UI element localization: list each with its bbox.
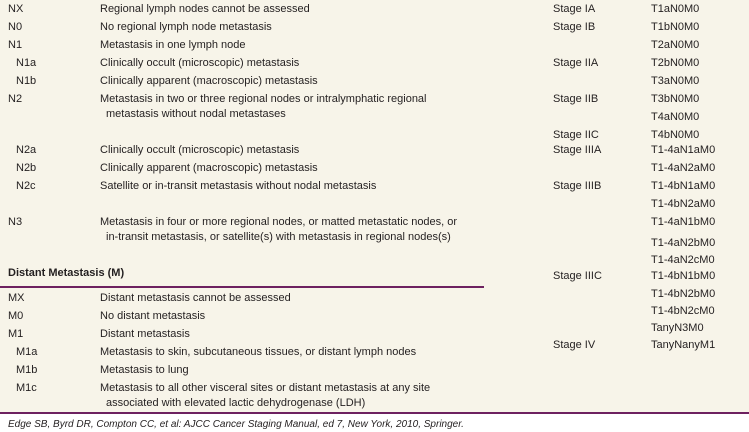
n-description: Metastasis in one lymph node (100, 39, 246, 51)
tnm-code: T2aN0M0 (651, 39, 700, 51)
tnm-code: T1-4bN2aM0 (651, 198, 716, 210)
stage-label: Stage IA (553, 3, 596, 15)
n-description: Metastasis in two or three regional nodes or intralymphatic regional (100, 93, 427, 105)
tnm-code: T3bN0M0 (651, 93, 700, 105)
tnm-code: T1-4aN2aM0 (651, 162, 716, 174)
m-code: M1c (16, 382, 37, 394)
n-description: Regional lymph nodes cannot be assessed (100, 3, 310, 15)
tnm-code: T1-4aN2cM0 (651, 254, 715, 266)
n-description: Clinically apparent (macroscopic) metastasis (100, 162, 318, 174)
m-code: M1b (16, 364, 38, 376)
section-divider (0, 286, 484, 288)
n-code: N2 (8, 93, 23, 105)
stage-label: Stage IIIC (553, 270, 602, 282)
tnm-code: T1-4bN1aM0 (651, 180, 716, 192)
tnm-code: T1-4aN2bM0 (651, 237, 716, 249)
n-description: Metastasis in four or more regional nodes, or matted metastatic nodes, or (100, 216, 458, 228)
n-description: Clinically occult (microscopic) metastasis (100, 144, 300, 156)
tnm-code: TanyNanyM1 (651, 339, 716, 351)
distant-metastasis-heading: Distant Metastasis (M) (8, 267, 125, 279)
tnm-code: T1-4bN2bM0 (651, 288, 716, 300)
table-bottom-rule (0, 412, 749, 414)
citation: Edge SB, Byrd DR, Compton CC, et al: AJCC Cancer Staging Manual, ed 7, New York, 2010, Springer. (8, 419, 464, 430)
n-description: Clinically occult (microscopic) metastasis (100, 57, 300, 69)
tnm-code: T3aN0M0 (651, 75, 700, 87)
n-description: in-transit metastasis, or satellite(s) with metastasis in regional nodes(s) (106, 231, 451, 243)
tnm-code: T1aN0M0 (651, 3, 700, 15)
n-code: N1 (8, 39, 23, 51)
m-code: M1a (16, 346, 38, 358)
stage-label: Stage IB (553, 21, 596, 33)
tnm-code: T1-4aN1bM0 (651, 216, 716, 228)
n-code: N1a (16, 57, 37, 69)
n-description: No regional lymph node metastasis (100, 21, 272, 33)
tnm-code: T1-4aN1aM0 (651, 144, 716, 156)
m-code: M1 (8, 328, 24, 340)
stage-label: Stage IIIB (553, 180, 602, 192)
m-description: Metastasis to lung (100, 364, 189, 376)
n-code: N0 (8, 21, 23, 33)
m-description: No distant metastasis (100, 310, 206, 322)
stage-label: Stage IIC (553, 129, 599, 141)
m-description: associated with elevated lactic dehydrogenase (LDH) (106, 397, 366, 409)
tnm-code: T4aN0M0 (651, 111, 700, 123)
m-code: M0 (8, 310, 24, 322)
tnm-code: TanyN3M0 (651, 322, 704, 334)
m-description: Distant metastasis (100, 328, 190, 340)
n-code: N2c (16, 180, 36, 192)
n-description: Clinically apparent (macroscopic) metastasis (100, 75, 318, 87)
tnm-code: T1-4bN1bM0 (651, 270, 716, 282)
stage-label: Stage IIA (553, 57, 599, 69)
n-code: N3 (8, 216, 23, 228)
stage-label: Stage IIIA (553, 144, 602, 156)
n-code: N1b (16, 75, 37, 87)
n-description: Satellite or in-transit metastasis without nodal metastasis (100, 180, 377, 192)
m-description: Distant metastasis cannot be assessed (100, 292, 291, 304)
n-code: N2b (16, 162, 37, 174)
n-code: NX (8, 3, 24, 15)
stage-label: Stage IIB (553, 93, 599, 105)
n-code: N2a (16, 144, 37, 156)
tnm-code: T1-4bN2cM0 (651, 305, 715, 317)
tnm-code: T2bN0M0 (651, 57, 700, 69)
tnm-code: T4bN0M0 (651, 129, 700, 141)
m-description: Metastasis to all other visceral sites or distant metastasis at any site (100, 382, 431, 394)
stage-label: Stage IV (553, 339, 596, 351)
n-description: metastasis without nodal metastases (106, 108, 286, 120)
tnm-code: T1bN0M0 (651, 21, 700, 33)
m-description: Metastasis to skin, subcutaneous tissues, or distant lymph nodes (100, 346, 417, 358)
m-code: MX (8, 292, 25, 304)
